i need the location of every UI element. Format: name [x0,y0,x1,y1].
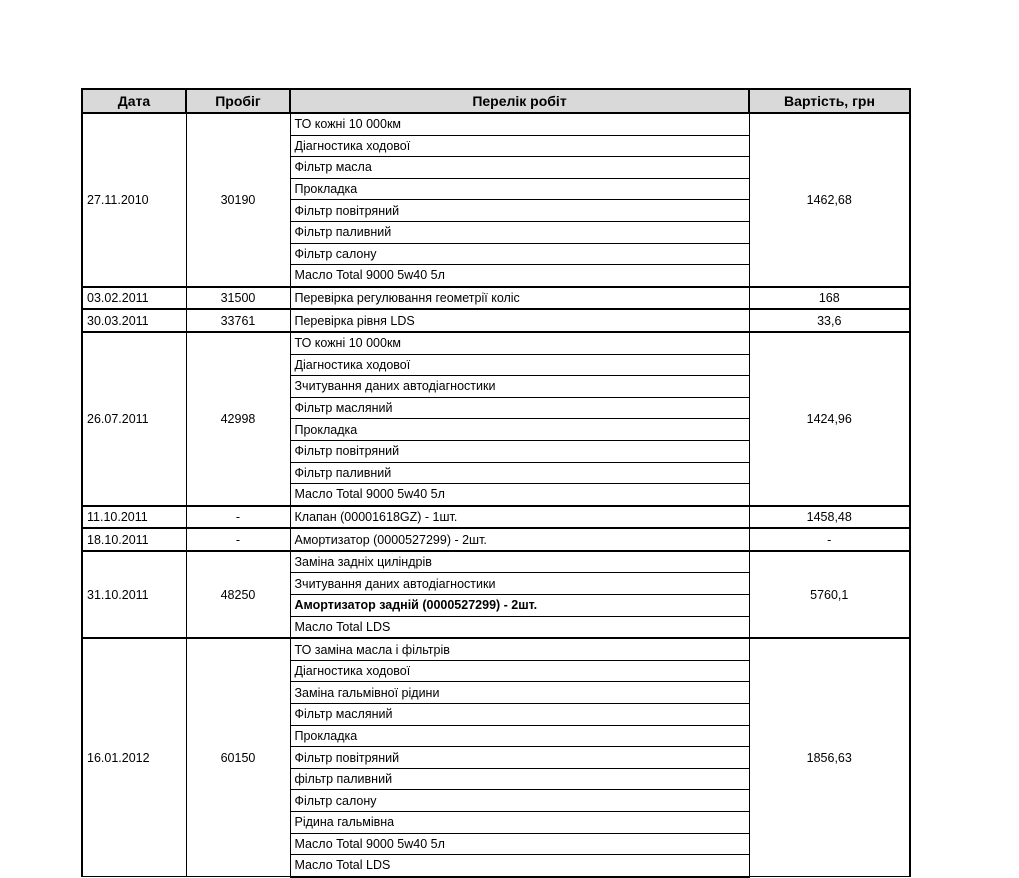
cost-cell: 1458,48 [749,506,910,529]
work-item-cell: Заміна задніх циліндрів [290,551,749,573]
date-cell: 30.03.2011 [82,309,186,332]
work-item-cell: Амортизатор (0000527299) - 2шт. [290,528,749,551]
date-cell: 16.01.2012 [82,638,186,877]
header-mileage: Пробіг [186,89,290,113]
date-cell: 27.11.2010 [82,113,186,287]
table-row [82,113,910,135]
work-item-cell: Фільтр повітряний [290,440,749,462]
date-cell: 31.10.2011 [82,551,186,638]
table-body [82,113,910,877]
work-item-cell: Фільтр масляний [290,704,749,726]
date-cell: 18.10.2011 [82,528,186,551]
work-item-cell: Зчитування даних автодіагностики [290,376,749,398]
table-row [82,638,910,660]
work-item-cell: Фільтр повітряний [290,200,749,222]
cost-cell: 1424,96 [749,332,910,506]
date-cell: 11.10.2011 [82,506,186,529]
cost-cell: - [749,528,910,551]
header-works: Перелік робіт [290,89,749,113]
table-row [82,309,910,332]
work-item-cell: Діагностика ходової [290,660,749,682]
work-item-cell: Перевірка рівня LDS [290,309,749,332]
work-item-cell: Амортизатор задній (0000527299) - 2шт. [290,595,749,617]
date-cell: 03.02.2011 [82,287,186,310]
work-item-cell: Прокладка [290,419,749,441]
service-history-table [81,88,911,878]
mileage-cell: - [186,506,290,529]
table-row [82,528,910,551]
date-cell: 26.07.2011 [82,332,186,506]
work-item-cell: Фільтр салону [290,790,749,812]
work-item-cell: Зчитування даних автодіагностики [290,573,749,595]
work-item-cell: Прокладка [290,725,749,747]
header-date: Дата [82,89,186,113]
cost-cell: 5760,1 [749,551,910,638]
work-item-cell: Фільтр масляний [290,397,749,419]
mileage-cell: 48250 [186,551,290,638]
cost-cell: 168 [749,287,910,310]
work-item-cell: Заміна гальмівної рідини [290,682,749,704]
work-item-cell: Прокладка [290,178,749,200]
mileage-cell: - [186,528,290,551]
work-item-cell: Діагностика ходової [290,354,749,376]
work-item-cell: Масло Total 9000 5w40 5л [290,484,749,506]
table-row [82,506,910,529]
work-item-cell: Масло Total LDS [290,616,749,638]
mileage-cell: 60150 [186,638,290,877]
cost-cell: 1462,68 [749,113,910,287]
work-item-cell: Фільтр паливний [290,462,749,484]
work-item-cell: Фільтр паливний [290,221,749,243]
work-item-cell: Масло Total 9000 5w40 5л [290,265,749,287]
work-item-cell: Перевірка регулювання геометрії коліс [290,287,749,310]
work-item-cell: Масло Total LDS [290,855,749,877]
mileage-cell: 42998 [186,332,290,506]
mileage-cell: 30190 [186,113,290,287]
table-row [82,287,910,310]
header-row [82,89,910,113]
table-row [82,332,910,354]
work-item-cell: Фільтр салону [290,243,749,265]
work-item-cell: Фільтр масла [290,157,749,179]
work-item-cell: Рідина гальмівна [290,812,749,834]
mileage-cell: 31500 [186,287,290,310]
work-item-cell: ТО кожні 10 000км [290,332,749,354]
header-cost: Вартість, грн [749,89,910,113]
table-row [82,551,910,573]
work-item-cell: ТО заміна масла і фільтрів [290,638,749,660]
work-item-cell: Масло Total 9000 5w40 5л [290,833,749,855]
cost-cell: 33,6 [749,309,910,332]
work-item-cell: Клапан (00001618GZ) - 1шт. [290,506,749,529]
mileage-cell: 33761 [186,309,290,332]
work-item-cell: Діагностика ходової [290,135,749,157]
cost-cell: 1856,63 [749,638,910,877]
work-item-cell: ТО кожні 10 000км [290,113,749,135]
work-item-cell: фільтр паливний [290,768,749,790]
work-item-cell: Фільтр повітряний [290,747,749,769]
